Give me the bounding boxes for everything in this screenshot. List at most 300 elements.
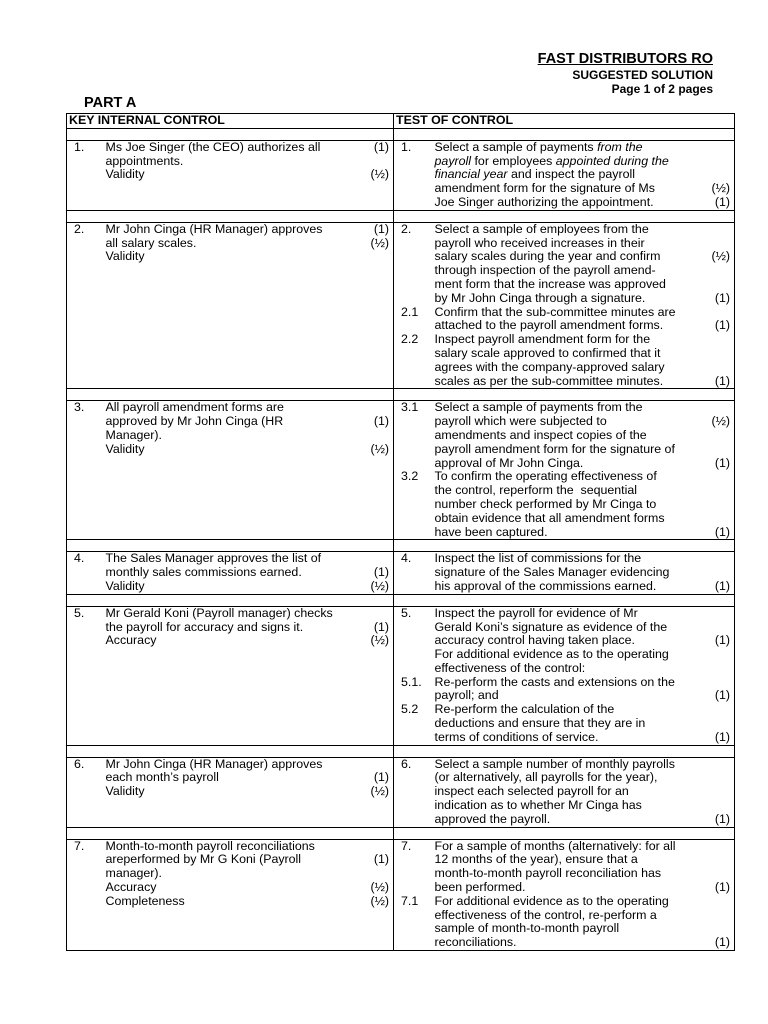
mark: (1) (714, 935, 731, 950)
test-description-line (435, 182, 689, 196)
text-segment: number check performed by Mr Cinga to (434, 496, 657, 511)
test-of-control (432, 401, 691, 540)
text-segment: appointed during the (555, 153, 669, 168)
text-segment: Confirm that the sub-committee minutes are (434, 304, 676, 319)
spacer-cell (432, 594, 691, 606)
mark: (½) (370, 441, 390, 456)
text-segment: agrees with the company-approved salary (434, 359, 665, 374)
mark (693, 361, 731, 375)
text-segment: For additional evidence as to the operating (434, 893, 669, 908)
text-segment: 12 months of the year), ensure that a (434, 852, 638, 867)
test-description-line (435, 168, 689, 182)
spacer-cell (691, 594, 735, 606)
spacer-cell (67, 594, 103, 606)
spacer-cell (394, 827, 432, 839)
control-description-line: Completeness (105, 893, 185, 908)
test-marks (691, 757, 735, 827)
test-description-line (435, 401, 689, 415)
spacer-cell (103, 745, 362, 757)
mark: (1) (714, 880, 731, 895)
spacer-cell (691, 745, 735, 757)
column-header-test-of-control: TEST OF CONTROL (394, 114, 735, 129)
column-header-key-internal-control: KEY INTERNAL CONTROL (67, 114, 394, 129)
test-description-line (435, 867, 689, 881)
test-number-text: 3.2 (401, 469, 419, 484)
control-number-text: 5. (74, 605, 85, 620)
mark: (1) (373, 414, 390, 429)
control-number (67, 401, 103, 540)
spacer-cell (67, 540, 103, 552)
test-number-text: 5.1. (401, 674, 422, 689)
spacer-row (67, 745, 735, 757)
test-number-text: 2.1 (401, 304, 419, 319)
test-description-line (435, 758, 689, 772)
test-description-line (435, 429, 689, 443)
test-number-text (401, 731, 430, 745)
test-description-line (435, 662, 689, 676)
text-segment: salary scale approved to confirmed that it (434, 345, 661, 360)
text-segment: payroll amendment form for the signature of (434, 441, 675, 456)
mark: (1) (714, 290, 731, 305)
test-description-line (435, 881, 689, 895)
spacer-cell (432, 128, 691, 140)
test-number-text (401, 429, 430, 443)
text-segment: Re-perform the calculation of the (434, 702, 615, 717)
text-segment: and inspect the payroll (507, 167, 635, 182)
test-number-text (401, 634, 430, 648)
test-description-line (435, 717, 689, 731)
control-number-text: 1. (74, 139, 85, 154)
mark (693, 141, 731, 155)
test-description-line (435, 512, 689, 526)
mark (693, 662, 731, 676)
test-description-line (435, 141, 689, 155)
mark (693, 401, 731, 415)
key-internal-control (103, 839, 362, 950)
test-description-line (435, 278, 689, 292)
mark (693, 484, 731, 498)
mark (693, 840, 731, 854)
spacer-cell (103, 540, 362, 552)
mark (693, 853, 731, 867)
spacer-cell (67, 128, 103, 140)
text-segment: have been captured. (434, 524, 548, 539)
test-description-line (435, 526, 689, 540)
mark (693, 621, 731, 635)
controls-table (66, 113, 735, 951)
spacer-cell (432, 389, 691, 401)
mark: (½) (370, 784, 390, 799)
mark (693, 306, 731, 320)
test-of-control (432, 140, 691, 210)
test-description-line (435, 785, 689, 799)
test-number-text (401, 662, 430, 676)
control-number (67, 552, 103, 594)
spacer-cell (432, 210, 691, 222)
text-segment: reconciliations. (434, 935, 517, 950)
test-description-line (435, 621, 689, 635)
test-number-text (401, 250, 430, 264)
control-description-line: appointments. (105, 153, 184, 168)
mark (693, 799, 731, 813)
mark: (½) (370, 880, 390, 895)
control-row (67, 839, 735, 950)
test-description-line (435, 237, 689, 251)
mark: (½) (711, 181, 731, 196)
control-row (67, 222, 735, 389)
spacer-cell (362, 827, 394, 839)
text-segment: amendment form for the signature of Ms (434, 181, 655, 196)
control-description-line: Accuracy (105, 633, 157, 648)
control-row (67, 401, 735, 540)
text-segment: obtain evidence that all amendment forms (434, 510, 665, 525)
text-segment: for employees (471, 153, 556, 168)
test-marks (691, 222, 735, 389)
control-number-text: 4. (74, 551, 85, 566)
mark (693, 648, 731, 662)
part-heading: PART A (84, 95, 137, 111)
test-number-text (401, 264, 430, 278)
text-segment: the control, reperform the sequential (434, 483, 638, 498)
test-number (394, 606, 432, 745)
mark (693, 895, 731, 909)
spacer-cell (691, 128, 735, 140)
mark: (½) (711, 414, 731, 429)
mark: (1) (714, 373, 731, 388)
test-of-control (432, 222, 691, 389)
key-internal-control (103, 222, 362, 389)
test-description-line (435, 223, 689, 237)
text-segment: Joe Singer authorizing the appointment. (434, 194, 654, 209)
control-description-line: all salary scales. (105, 235, 197, 250)
text-segment: Select a sample number of monthly payrolls (434, 756, 675, 771)
text-segment: Inspect the list of commissions for the (434, 551, 642, 566)
test-number-text (401, 922, 430, 936)
control-description-line: monthly sales commissions earned. (105, 565, 302, 580)
control-description-line: areperformed by Mr G Koni (Payroll (105, 852, 302, 867)
text-segment: Select a sample of employees from the (434, 221, 649, 236)
control-description-line: Validity (105, 249, 145, 264)
spacer-cell (103, 389, 362, 401)
spacer-cell (362, 128, 394, 140)
test-number (394, 757, 432, 827)
test-description-line (435, 264, 689, 278)
test-description-line (435, 415, 689, 429)
test-description-line (435, 566, 689, 580)
test-number-text: 4. (401, 551, 412, 566)
test-number-text (401, 909, 430, 923)
spacer-cell (103, 594, 362, 606)
test-description-line (435, 319, 689, 333)
control-description-line: the payroll for accuracy and signs it. (105, 619, 304, 634)
test-of-control (432, 757, 691, 827)
test-number-text (401, 319, 430, 333)
mark: (½) (370, 578, 390, 593)
test-number-text: 7. (401, 838, 412, 853)
text-segment: terms of conditions of service. (434, 729, 599, 744)
control-description-line: Accuracy (105, 880, 157, 895)
spacer-cell (394, 389, 432, 401)
spacer-cell (394, 594, 432, 606)
test-description-line (435, 840, 689, 854)
test-description-line (435, 333, 689, 347)
test-description-line (435, 361, 689, 375)
test-number-text (401, 936, 430, 950)
text-segment: sample of month-to-month payroll (434, 921, 620, 936)
text-segment: approval of Mr John Cinga. (434, 455, 584, 470)
spacer-cell (432, 827, 691, 839)
test-description-line (435, 634, 689, 648)
mark (693, 607, 731, 621)
mark: (1) (373, 852, 390, 867)
test-description-line (435, 484, 689, 498)
key-internal-control (103, 552, 362, 594)
spacer-cell (362, 210, 394, 222)
text-segment: through inspection of the payroll amend- (434, 263, 656, 278)
test-number-text (401, 621, 430, 635)
spacer-cell (432, 540, 691, 552)
spacer-row (67, 827, 735, 839)
spacer-cell (67, 827, 103, 839)
mark (693, 278, 731, 292)
control-number (67, 140, 103, 210)
text-segment: attached to the payroll amendment forms. (434, 318, 664, 333)
mark (693, 703, 731, 717)
test-number-text (401, 292, 430, 306)
text-segment: Inspect the payroll for evidence of Mr (434, 605, 638, 620)
text-segment: been performed. (434, 880, 526, 895)
test-number-text (401, 512, 430, 526)
spacer-cell (103, 827, 362, 839)
control-description-line: Manager). (105, 427, 162, 442)
mark (693, 498, 731, 512)
test-number-text: 1. (401, 139, 412, 154)
test-description-line (435, 895, 689, 909)
mark: (1) (714, 524, 731, 539)
text-segment: Select a sample of payments from the (434, 400, 643, 415)
page-indicator: Page 1 of 2 pages (611, 82, 713, 96)
mark (364, 607, 390, 621)
mark (364, 552, 390, 566)
document-title: FAST DISTRIBUTORS RO (537, 51, 713, 67)
text-segment: signature of the Sales Manager evidencing (434, 565, 670, 580)
spacer-cell (362, 745, 394, 757)
test-description-line (435, 196, 689, 210)
control-number (67, 606, 103, 745)
control-description-line: Month-to-month payroll reconciliations (105, 838, 315, 853)
test-number-text: 5. (401, 605, 412, 620)
test-number (394, 222, 432, 389)
test-number-text: 2. (401, 221, 412, 236)
mark: (1) (714, 194, 731, 209)
test-number (394, 552, 432, 594)
mark (693, 771, 731, 785)
mark (693, 443, 731, 457)
test-description-line (435, 703, 689, 717)
test-number-text: 7.1 (401, 893, 419, 908)
text-segment: payroll which were subjected to (434, 414, 607, 429)
spacer-cell (691, 540, 735, 552)
spacer-cell (67, 745, 103, 757)
text-segment: ment form that the increase was approved (434, 276, 666, 291)
control-number (67, 839, 103, 950)
mark (693, 264, 731, 278)
spacer-row (67, 540, 735, 552)
spacer-cell (432, 745, 691, 757)
text-segment: To confirm the operating effectiveness of (434, 469, 657, 484)
mark: (1) (373, 139, 390, 154)
test-number-text: 3.1 (401, 400, 419, 415)
mark: (1) (714, 318, 731, 333)
test-marks (691, 401, 735, 540)
test-of-control (432, 839, 691, 950)
control-number-text: 7. (74, 838, 85, 853)
test-description-line (435, 347, 689, 361)
control-marks (362, 222, 394, 389)
mark (364, 401, 390, 415)
mark: (1) (714, 688, 731, 703)
mark (693, 168, 731, 182)
text-segment: (or alternatively, all payrolls for the year), (434, 770, 658, 785)
mark: (½) (711, 249, 731, 264)
mark (693, 785, 731, 799)
test-number-text (401, 867, 430, 881)
spacer-cell (691, 827, 735, 839)
text-segment: effectiveness of the control, re-perform a (434, 907, 657, 922)
text-segment: Inspect payroll amendment form for the (434, 332, 651, 347)
control-number-text: 3. (74, 400, 85, 415)
mark (693, 758, 731, 772)
mark: (1) (714, 455, 731, 470)
text-segment: payroll; and (434, 688, 499, 703)
text-segment: salary scales during the year and confirm (434, 249, 661, 264)
test-number-text: 5.2 (401, 702, 419, 717)
spacer-cell (691, 210, 735, 222)
test-description-line (435, 853, 689, 867)
test-description-line (435, 443, 689, 457)
test-number (394, 140, 432, 210)
test-number-text (401, 237, 430, 251)
test-description-line (435, 155, 689, 169)
control-number-text: 2. (74, 221, 85, 236)
text-segment: Re-perform the casts and extensions on the (434, 674, 675, 689)
control-description-line: Validity (105, 441, 145, 456)
test-number (394, 839, 432, 950)
test-description-line (435, 731, 689, 745)
test-number (394, 401, 432, 540)
spacer-cell (67, 389, 103, 401)
test-number-text (401, 717, 430, 731)
mark: (1) (714, 811, 731, 826)
spacer-cell (394, 210, 432, 222)
control-row (67, 606, 735, 745)
test-description-line (435, 498, 689, 512)
mark: (1) (714, 729, 731, 744)
control-description-line: All payroll amendment forms are (105, 400, 284, 415)
mark (693, 867, 731, 881)
text-segment: payroll (434, 153, 472, 168)
text-segment: amendments and inspect copies of the (434, 427, 647, 442)
control-row (67, 140, 735, 210)
test-number-text (401, 375, 430, 389)
test-description-line (435, 648, 689, 662)
mark (693, 333, 731, 347)
test-description-line (435, 922, 689, 936)
test-description-line (435, 457, 689, 471)
test-description-line (435, 306, 689, 320)
mark (693, 552, 731, 566)
test-description-line (435, 607, 689, 621)
mark: (1) (373, 619, 390, 634)
control-description-line: Validity (105, 578, 145, 593)
mark: (1) (714, 633, 731, 648)
mark (693, 155, 731, 169)
mark (364, 155, 390, 169)
test-number-text (401, 881, 430, 895)
mark (364, 250, 390, 264)
test-number-text (401, 347, 430, 361)
test-number-text (401, 443, 430, 457)
test-description-line (435, 676, 689, 690)
control-marks (362, 552, 394, 594)
text-segment: effectiveness of the control: (434, 660, 586, 675)
text-segment: month-to-month payroll reconciliation has (434, 866, 662, 881)
test-marks (691, 606, 735, 745)
mark (693, 717, 731, 731)
control-marks (362, 839, 394, 950)
control-number (67, 757, 103, 827)
control-description-line: Ms Joe Singer (the CEO) authorizes all (105, 139, 321, 154)
test-description-line (435, 799, 689, 813)
spacer-row (67, 210, 735, 222)
spacer-row (67, 594, 735, 606)
control-row (67, 552, 735, 594)
text-segment: payroll who received increases in their (434, 235, 645, 250)
spacer-cell (103, 128, 362, 140)
mark (364, 758, 390, 772)
spacer-row (67, 128, 735, 140)
mark: (1) (373, 770, 390, 785)
mark (693, 676, 731, 690)
control-description-line: Validity (105, 784, 145, 799)
text-segment: Gerald Koni’s signature as evidence of the (434, 619, 668, 634)
control-number (67, 222, 103, 389)
control-description-line: approved by Mr John Cinga (HR (105, 414, 284, 429)
mark: (½) (370, 235, 390, 250)
control-marks (362, 757, 394, 827)
text-segment: his approval of the commissions earned. (434, 578, 657, 593)
key-internal-control (103, 401, 362, 540)
mark (693, 347, 731, 361)
test-number-text (401, 498, 430, 512)
mark: (1) (714, 578, 731, 593)
control-marks (362, 606, 394, 745)
spacer-cell (362, 540, 394, 552)
test-number-text (401, 278, 430, 292)
text-segment: deductions and ensure that they are in (434, 716, 646, 731)
test-description-line (435, 292, 689, 306)
mark (693, 909, 731, 923)
text-segment: by Mr John Cinga through a signature. (434, 290, 646, 305)
spacer-cell (103, 210, 362, 222)
table-header-row (67, 114, 735, 129)
mark (364, 429, 390, 443)
key-internal-control (103, 757, 362, 827)
control-row (67, 757, 735, 827)
spacer-cell (394, 128, 432, 140)
test-description-line (435, 936, 689, 950)
mark (693, 566, 731, 580)
